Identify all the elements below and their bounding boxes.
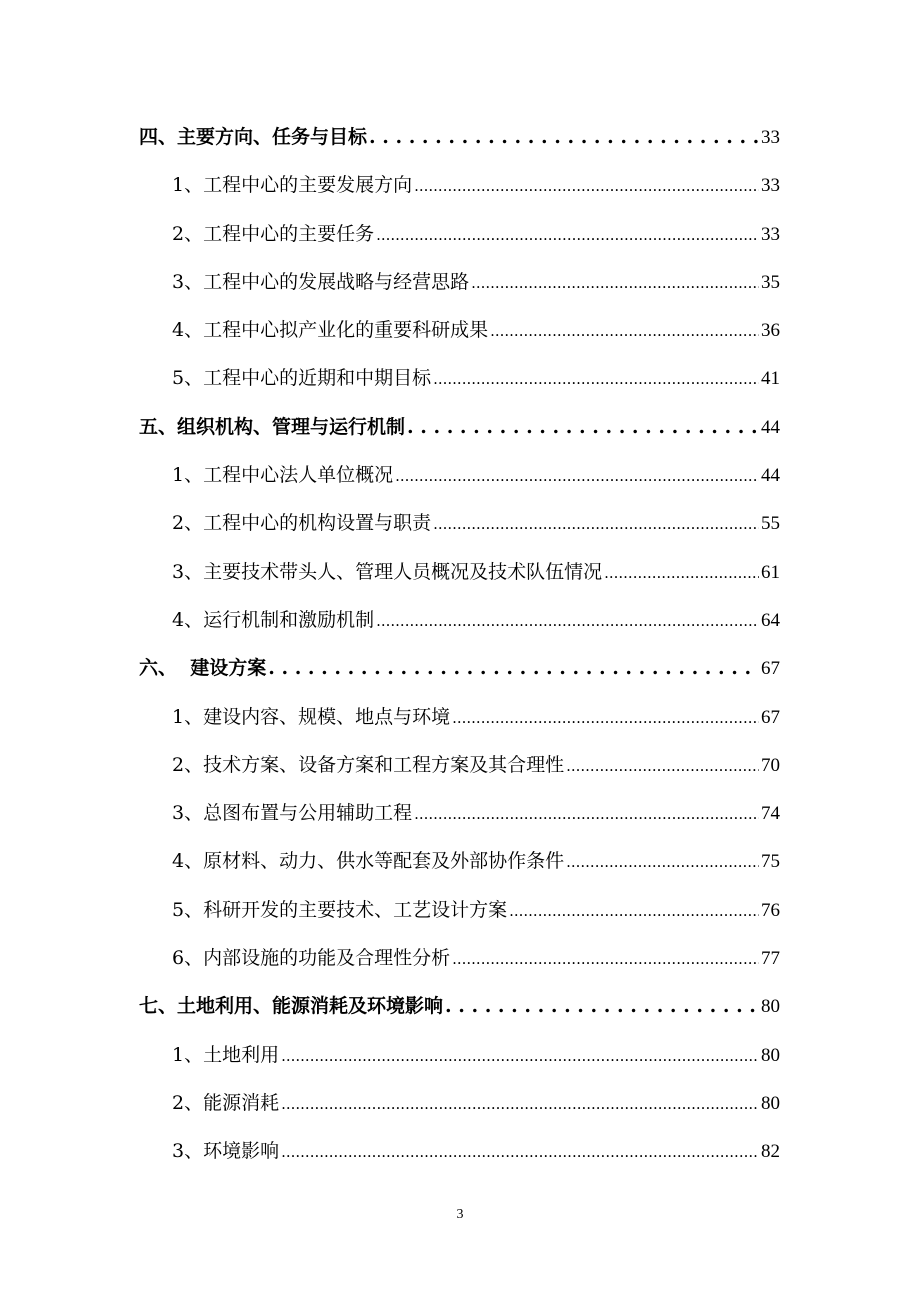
toc-subsection-entry[interactable] bbox=[139, 210, 780, 258]
toc-entry-label: 2、工程中心的主要任务 bbox=[172, 222, 375, 245]
toc-subsection-entry[interactable] bbox=[139, 161, 780, 209]
toc-entry-page: 44 bbox=[761, 416, 780, 438]
dot-leader bbox=[566, 837, 759, 886]
toc-subsection-entry[interactable] bbox=[139, 258, 780, 306]
dot-leader bbox=[471, 258, 759, 307]
toc-entry-page: 75 bbox=[761, 851, 780, 873]
toc-subsection-entry[interactable] bbox=[139, 789, 780, 837]
toc-entry-page: 80 bbox=[761, 1044, 780, 1066]
dot-leader bbox=[281, 1079, 759, 1128]
toc-subsection-entry[interactable] bbox=[139, 499, 780, 547]
toc-entry-label: 1、工程中心法人单位概况 bbox=[172, 464, 394, 487]
toc-subsection-entry[interactable] bbox=[139, 596, 780, 644]
toc-entry-page: 55 bbox=[761, 513, 780, 535]
toc-entry-label: 6、内部设施的功能及合理性分析 bbox=[172, 947, 451, 970]
toc-entry-label: 1、建设内容、规模、地点与环境 bbox=[172, 705, 451, 728]
dot-leader bbox=[433, 499, 759, 548]
dot-leader bbox=[268, 644, 759, 692]
toc-entry-label: 3、工程中心的发展战略与经营思路 bbox=[172, 270, 470, 293]
dot-leader bbox=[407, 403, 759, 451]
toc-entry-page: 61 bbox=[761, 561, 780, 583]
toc-subsection-entry[interactable] bbox=[139, 1031, 780, 1079]
toc-entry-page: 74 bbox=[761, 803, 780, 825]
toc-entry-page: 70 bbox=[761, 754, 780, 776]
toc-entry-page: 67 bbox=[761, 658, 780, 680]
toc-entry-page: 35 bbox=[761, 271, 780, 293]
toc-section-entry[interactable] bbox=[139, 982, 780, 1030]
dot-leader bbox=[452, 693, 759, 742]
toc-entry-page: 76 bbox=[761, 899, 780, 921]
toc-entry-page: 82 bbox=[761, 1141, 780, 1163]
toc-entry-label: 2、能源消耗 bbox=[172, 1091, 280, 1114]
page-number: 3 bbox=[456, 1207, 464, 1222]
toc-subsection-entry[interactable] bbox=[139, 354, 780, 402]
toc-entry-label: 4、工程中心拟产业化的重要科研成果 bbox=[172, 319, 489, 342]
toc-entry-label: 3、主要技术带头人、管理人员概况及技术队伍情况 bbox=[172, 560, 603, 583]
dot-leader bbox=[452, 934, 759, 983]
toc-entry-label: 4、原材料、动力、供水等配套及外部协作条件 bbox=[172, 850, 565, 873]
dot-leader bbox=[604, 548, 759, 597]
dot-leader bbox=[376, 596, 759, 645]
toc-subsection-entry[interactable] bbox=[139, 1079, 780, 1127]
dot-leader bbox=[414, 161, 759, 210]
toc-subsection-entry[interactable] bbox=[139, 548, 780, 596]
toc-entry-page: 44 bbox=[761, 465, 780, 487]
toc-entry-label: 3、环境影响 bbox=[172, 1140, 280, 1163]
toc-entry-label: 2、工程中心的机构设置与职责 bbox=[172, 512, 432, 535]
toc-subsection-entry[interactable] bbox=[139, 693, 780, 741]
dot-leader bbox=[490, 306, 759, 355]
toc-section-entry[interactable] bbox=[139, 113, 780, 161]
toc-subsection-entry[interactable] bbox=[139, 306, 780, 354]
dot-leader bbox=[566, 741, 759, 790]
toc-entry-label: 七、土地利用、能源消耗及环境影响 bbox=[139, 995, 444, 1018]
toc-subsection-entry[interactable] bbox=[139, 1127, 780, 1175]
dot-leader bbox=[281, 1127, 759, 1176]
toc-entry-label: 2、技术方案、设备方案和工程方案及其合理性 bbox=[172, 753, 565, 776]
dot-leader bbox=[433, 354, 759, 403]
toc-subsection-entry[interactable] bbox=[139, 451, 780, 499]
toc-subsection-entry[interactable] bbox=[139, 837, 780, 885]
toc-entry-label: 四、主要方向、任务与目标 bbox=[139, 126, 368, 148]
toc-entry-label: 5、工程中心的近期和中期目标 bbox=[172, 367, 432, 390]
toc-entry-page: 77 bbox=[761, 948, 780, 970]
toc-subsection-entry[interactable] bbox=[139, 934, 780, 982]
dot-leader bbox=[414, 789, 759, 838]
toc-entry-label: 1、土地利用 bbox=[172, 1043, 280, 1066]
dot-leader bbox=[376, 210, 759, 259]
dot-leader bbox=[369, 113, 759, 161]
toc-entry-page: 33 bbox=[761, 127, 780, 148]
toc-entry-page: 80 bbox=[761, 996, 780, 1018]
dot-leader bbox=[509, 886, 759, 935]
toc-entry-label: 五、组织机构、管理与运行机制 bbox=[139, 415, 406, 438]
toc-section-entry[interactable] bbox=[139, 403, 780, 451]
toc-entry-page: 36 bbox=[761, 320, 780, 342]
toc-entry-label: 4、运行机制和激励机制 bbox=[172, 608, 375, 631]
toc-subsection-entry[interactable] bbox=[139, 886, 780, 934]
toc-entry-label: 5、科研开发的主要技术、工艺设计方案 bbox=[172, 898, 508, 921]
toc-entry-page: 33 bbox=[761, 175, 780, 197]
toc-entry-page: 33 bbox=[761, 223, 780, 245]
toc-subsection-entry[interactable] bbox=[139, 741, 780, 789]
toc-entry-label: 1、工程中心的主要发展方向 bbox=[172, 174, 413, 197]
dot-leader bbox=[395, 451, 759, 500]
toc-entry-label: 六、 建设方案 bbox=[139, 657, 267, 680]
toc-entry-label: 3、总图布置与公用辅助工程 bbox=[172, 802, 413, 825]
table-of-contents bbox=[139, 113, 780, 1176]
toc-entry-page: 64 bbox=[761, 609, 780, 631]
dot-leader bbox=[281, 1031, 759, 1080]
dot-leader bbox=[445, 982, 759, 1030]
toc-entry-page: 41 bbox=[761, 368, 780, 390]
toc-section-entry[interactable] bbox=[139, 644, 780, 692]
toc-entry-page: 80 bbox=[761, 1092, 780, 1114]
toc-entry-page: 67 bbox=[761, 706, 780, 728]
